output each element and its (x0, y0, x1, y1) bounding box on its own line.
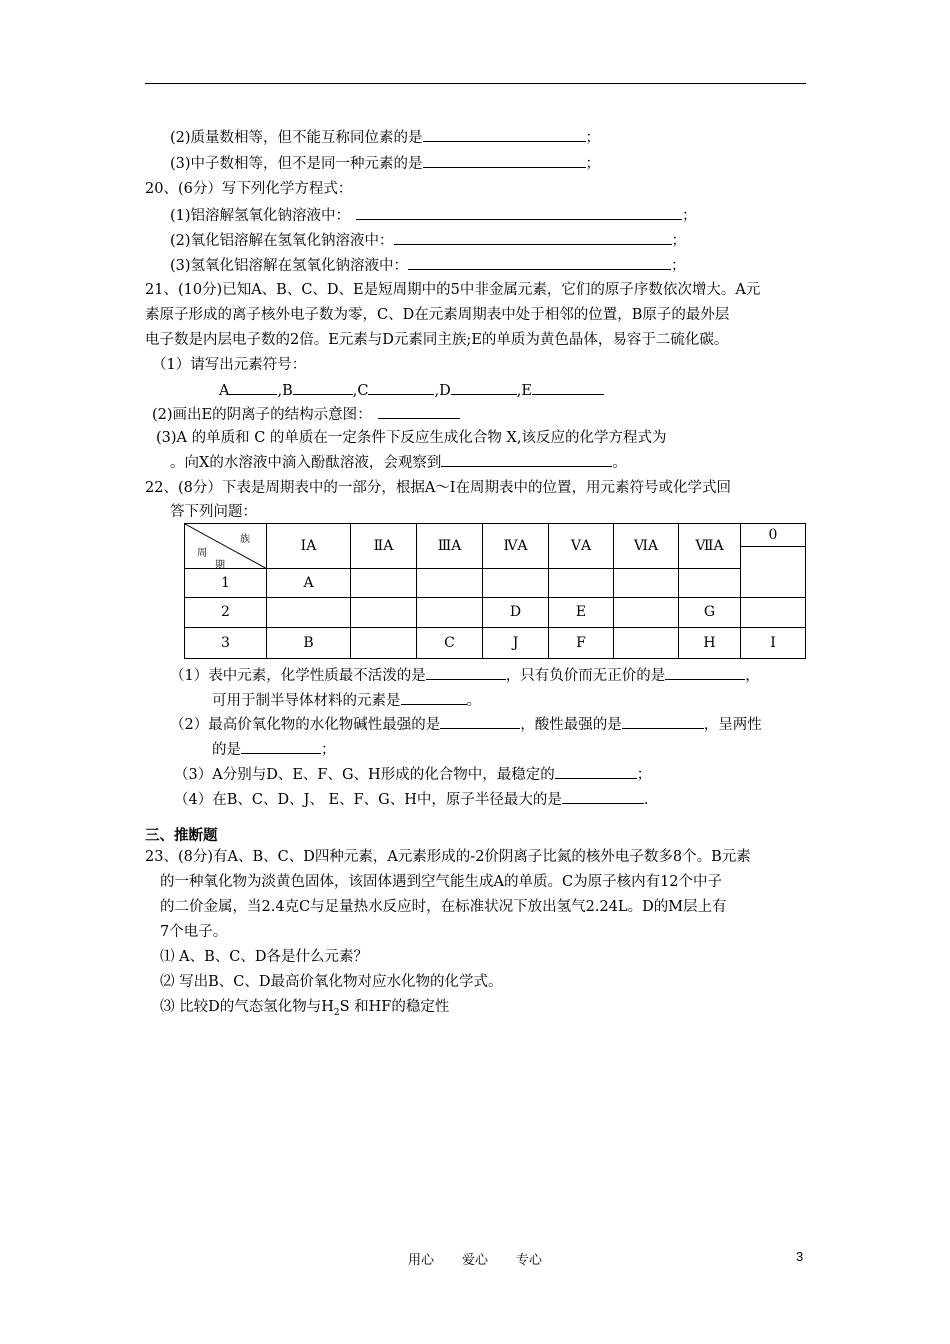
periodic-table (184, 523, 806, 659)
footer-left: 用心 (407, 1253, 434, 1268)
table-cell (483, 569, 549, 597)
answer-blank[interactable] (451, 380, 517, 395)
table-cell: J (483, 627, 549, 658)
table-cell (741, 547, 806, 597)
table-cell (614, 569, 679, 597)
table-cell (549, 569, 614, 597)
group-header: ⅥA (614, 524, 679, 569)
q20-heading: 20、(6分）写下列化学方程式： (145, 181, 353, 197)
header-rule (145, 83, 806, 84)
table-cell (351, 569, 417, 597)
table-cell: A (267, 569, 351, 597)
answer-blank[interactable] (408, 255, 671, 270)
q21-symbols-line: A ,B ,C ,D ,E (219, 380, 604, 401)
q23-text-1: 23、(8分)有A、B、C、D四种元素，A元素形成的-2价阴离子比氮的核外电子数多8个。B元素 (145, 849, 751, 865)
group-header: ⅠA (267, 524, 351, 569)
answer-blank[interactable] (368, 380, 434, 395)
q22-sub-3: （3）A分别与D、E、F、G、H形成的化合物中，最稳定的 ； (174, 764, 651, 785)
q22-sub-2b: 的是 ； (212, 739, 336, 760)
q21-sub-3a: (3)A 的单质和 C 的单质在一定条件下反应生成化合物 X,该反应的化学方程式为 (156, 430, 667, 446)
table-cell (741, 597, 806, 627)
answer-blank[interactable] (378, 404, 460, 419)
q22-sub-4: （4）在B、C、D、J、 E、F、G、H中，原子半径最大的是 . (174, 789, 649, 810)
group-header: 0 (741, 524, 806, 547)
q21-sub-1: （1）请写出元素符号： (152, 357, 307, 373)
answer-blank[interactable] (562, 789, 644, 804)
footer-right: 专心 (516, 1253, 543, 1268)
group-header: ⅣA (483, 524, 549, 569)
q22-sub-2a: （2）最高价氧化物的水化物碱性最强的是 ，酸性最强的是 ，呈两性 (170, 714, 762, 735)
group-header: ⅦA (679, 524, 741, 569)
q23-sub-2: ⑵ 写出B、C、D最高价氧化物对应水化物的化学式。 (160, 974, 503, 990)
period-label: 3 (185, 627, 267, 658)
answer-blank[interactable] (555, 764, 637, 779)
table-cell: C (417, 627, 483, 658)
answer-blank[interactable] (532, 380, 604, 395)
answer-blank[interactable] (394, 230, 672, 245)
table-cell: G (679, 597, 741, 627)
q21-text-2: 素原子形成的离子核外电子数为零，C、D在元素周期表中处于相邻的位置，B原子的最外层 (145, 307, 730, 323)
table-cell (267, 597, 351, 627)
q23-text-3: 的二价金属，当2.4克C与足量热水反应时，在标准状况下放出氢气2.24L。D的M层上有 (160, 899, 727, 915)
table-cell: B (267, 627, 351, 658)
q21-sub-3b: 。向X的水溶液中滴入酚酞溶液，会观察到 。 (170, 452, 627, 473)
answer-blank[interactable] (622, 714, 704, 729)
table-cell (614, 627, 679, 658)
answer-blank[interactable] (229, 380, 277, 395)
q23-text-2: 的一种氧化物为淡黄色固体，该固体遇到空气能生成A的单质。C为原子核内有12个中子 (160, 874, 723, 890)
q19-line-2: (2)质量数相等，但不能互称同位素的是 ； (170, 127, 600, 148)
table-cell (679, 569, 741, 597)
q22-sub-1b: 可用于制半导体材料的元素是 。 (212, 690, 481, 711)
answer-blank[interactable] (665, 665, 745, 680)
answer-blank[interactable] (423, 153, 586, 168)
q22-text-2: 答下列问题： (170, 504, 257, 520)
section-heading: 三、推断题 (145, 827, 218, 844)
page-footer (0, 1249, 950, 1268)
table-cell (614, 597, 679, 627)
q23-sub-1: ⑴ A、B、C、D各是什么元素？ (160, 949, 368, 965)
group-header: ⅡA (351, 524, 417, 569)
q22-text-1: 22、(8分）下表是周期表中的一部分，根据A～I在周期表中的位置，用元素符号或化学式回 (145, 480, 732, 496)
table-cell: E (549, 597, 614, 627)
table-cell: D (483, 597, 549, 627)
answer-blank[interactable] (293, 380, 353, 395)
answer-blank[interactable] (356, 205, 682, 220)
period-label: 2 (185, 597, 267, 627)
q22-sub-1a: （1）表中元素，化学性质最不活泼的是 ，只有负价而无正价的是 ， (170, 665, 760, 686)
q23-text-4: 7个电子。 (160, 924, 228, 940)
table-cell: F (549, 627, 614, 658)
table-cell (417, 597, 483, 627)
answer-blank[interactable] (241, 739, 321, 754)
table-cell (351, 627, 417, 658)
table-cell (417, 569, 483, 597)
table-cell: H (679, 627, 741, 658)
table-corner-cell: 族 周 期 (185, 524, 267, 569)
q20-line-3: (3)氢氧化铝溶解在氢氧化钠溶液中： ； (170, 255, 686, 276)
answer-blank[interactable] (441, 452, 612, 467)
q19-line-3: (3)中子数相等，但不是同一种元素的是 ； (170, 153, 600, 174)
table-cell: I (741, 627, 806, 658)
q20-line-1: (1)铝溶解氢氧化钠溶液中： ； (170, 205, 697, 226)
answer-blank[interactable] (440, 714, 520, 729)
answer-blank[interactable] (423, 127, 586, 142)
q21-sub-2: (2)画出E的阴离子的结构示意图： (152, 404, 460, 425)
q21-text-3: 电子数是内层电子数的2倍。E元素与D元素同主族;E的单质为黄色晶体，易容于二硫化碳。 (145, 332, 729, 348)
footer-middle: 爱心 (461, 1253, 488, 1268)
page-number: 3 (796, 1249, 804, 1264)
group-header: ⅤA (549, 524, 614, 569)
period-label: 1 (185, 569, 267, 597)
answer-blank[interactable] (401, 690, 467, 705)
table-cell (351, 597, 417, 627)
q20-line-2: (2)氧化铝溶解在氢氧化钠溶液中： ； (170, 230, 686, 251)
group-header: ⅢA (417, 524, 483, 569)
q23-sub-3: ⑶ 比较D的气态氢化物与$H_2S$ 和HF的稳定性 (160, 999, 450, 1018)
answer-blank[interactable] (426, 665, 506, 680)
q21-text-1: 21、(10分)已知A、B、C、D、E是短周期中的5中非金属元素，它们的原子序数依次增大。A元 (145, 282, 761, 298)
